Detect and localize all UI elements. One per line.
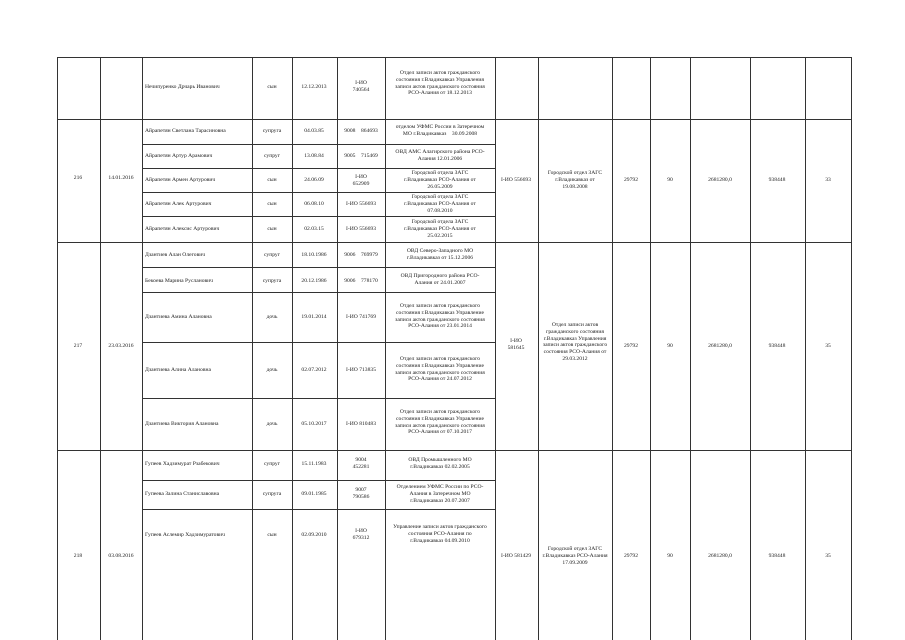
member-name: Дзантиева Амина Алановна — [145, 314, 212, 320]
member-issued-by: Управление записи актов гражданского состояния РСО-Алания по г.Владикавказ 04.09.2010 — [393, 524, 487, 544]
record-number: 216 — [73, 175, 83, 181]
member-name: Дзантиева Алина Алановна — [145, 367, 211, 373]
value-col-1: 29792 — [624, 553, 638, 559]
value-col-4: 938448 — [768, 177, 786, 183]
member-relation: дочь — [266, 314, 278, 320]
member-document: I-ИО 556693 — [346, 201, 376, 207]
member-document: 9006 778170 — [344, 278, 378, 284]
member-relation: сын — [267, 177, 277, 183]
member-relation: сын — [267, 84, 277, 90]
member-birth-date: 19.01.2014 — [301, 314, 327, 320]
member-relation: сын — [267, 201, 277, 207]
value-col-4: 938448 — [768, 343, 786, 349]
member-issued-by: ОВД АМС Алагирского района РСО- Алания 12.01.2006 — [395, 149, 485, 162]
member-name: Айрапетян Артур Арамович — [145, 153, 213, 159]
member-relation: сын — [267, 226, 277, 232]
value-col-3: 2681280,0 — [708, 553, 732, 559]
member-relation: дочь — [266, 367, 278, 373]
certificate-issued-by: Городской отдел ЗАГС г.Владикавказ от 19.08.2008 — [547, 170, 603, 190]
value-col-3: 2681280,0 — [708, 177, 732, 183]
member-birth-date: 18.10.1986 — [301, 252, 327, 258]
member-issued-by: Отделением УФМС России по РСО- Алания в Затеречном МО г.Владикавказ 20.07.2007 — [396, 484, 484, 504]
member-document: 9007 790586 — [352, 487, 370, 500]
member-birth-date: 12.12.2013 — [301, 84, 327, 90]
value-col-2: 90 — [667, 343, 673, 349]
member-document: I-ИО 556693 — [346, 226, 376, 232]
member-relation: супруга — [262, 278, 282, 284]
member-name: Айрапетян Алек Артурович — [145, 201, 212, 207]
member-document: I-ИО 652909 — [352, 174, 370, 187]
member-issued-by: Отдел записи актов гражданского состояния г.Владикавказ Управление записи актов гражданского состояния РСО-Алания от 24.07.2012 — [395, 356, 485, 383]
member-document: I-ИО 713835 — [346, 367, 376, 373]
member-birth-date: 02.09.2010 — [301, 532, 327, 538]
member-name: Айрапетян Армен Артурович — [145, 177, 216, 183]
member-document: I-ИО 740564 — [352, 80, 370, 93]
member-issued-by: Городской отдела ЗАГС г.Владикавказ РСО-Алания от 07.08.2010 — [404, 194, 476, 214]
member-issued-by: Отдел записи актов гражданского состояния г.Владикавказ Управления записи актов гражданского состояния РСО-Алания от 18.12.2013 — [395, 70, 485, 97]
certificate-number: I-ИО 581429 — [501, 553, 531, 559]
record-date: 23.03.2016 — [108, 343, 134, 349]
member-birth-date: 24.06.09 — [304, 177, 324, 183]
member-name: Нечипуренко Дрчарь Иванович — [145, 84, 220, 90]
member-relation: супруг — [263, 252, 281, 258]
member-document: 9008 864693 — [344, 128, 378, 134]
member-issued-by: отделом УФМС России в Затеречном МО г.Владикавказ 30.09.2008 — [395, 124, 485, 137]
member-birth-date: 06.08.10 — [304, 201, 324, 207]
value-col-3: 2681280,0 — [708, 343, 732, 349]
member-relation: супруга — [262, 491, 282, 497]
member-document: I-ИО 810483 — [346, 421, 376, 427]
member-issued-by: Городской отдела ЗАГС г.Владикавказ РСО-Алания от 26.05.2009 — [404, 170, 476, 190]
record-number: 218 — [73, 553, 83, 559]
member-birth-date: 02.03.15 — [304, 226, 324, 232]
member-name: Дзантиев Алан Олегович — [145, 252, 206, 258]
member-birth-date: 04.03.85 — [304, 128, 324, 134]
value-col-2: 90 — [667, 553, 673, 559]
member-document: I-ИО 741769 — [346, 314, 376, 320]
member-relation: супруга — [262, 128, 282, 134]
member-relation: супруг — [263, 461, 281, 467]
value-col-5: 35 — [825, 553, 831, 559]
member-name: Дзантиева Виктория Алановна — [145, 421, 219, 427]
certificate-issued-by: Городской отдел ЗАГС г.Владикавказ РСО-Алания 17.09.2009 — [542, 546, 608, 566]
member-issued-by: ОВД Промышленного МО г.Владикавказ 02.02.2005 — [408, 457, 472, 470]
member-birth-date: 20.12.1986 — [301, 278, 327, 284]
member-relation: сын — [267, 532, 277, 538]
member-relation: супруг — [263, 153, 281, 159]
member-birth-date: 15.11.1983 — [301, 461, 327, 467]
certificate-number: I-ИО 556693 — [501, 177, 531, 183]
member-name: Бекоева Марина Русланович — [145, 278, 213, 284]
member-birth-date: 09.01.1985 — [301, 491, 327, 497]
member-issued-by: ОВД Северо-Западного МО г.Владикавказ от 15.12.2006 — [406, 248, 474, 261]
member-issued-by: Отдел записи актов гражданского состояния г.Владикавказ Управление записи актов гражданского состояния РСО-Алания от 07.10.2017 — [395, 409, 485, 436]
member-issued-by: Отдел записи актов гражданского состояния г.Владикавказ Управление записи актов гражданского состояния РСО-Алания от 23.01.2014 — [395, 303, 485, 330]
record-number: 217 — [73, 343, 83, 349]
member-document: 9005 715469 — [344, 153, 378, 159]
member-name: Гупеев Аслемир Хадзимуратович — [145, 532, 225, 538]
member-birth-date: 13.08.84 — [304, 153, 324, 159]
value-col-5: 35 — [825, 343, 831, 349]
member-issued-by: ОВД Пригородного района РСО- Алания от 24.01.2007 — [400, 273, 480, 286]
value-col-1: 29792 — [624, 343, 638, 349]
member-name: Гупеев Хадзимурат Рзабекович — [145, 461, 220, 467]
member-name: Айрапетян Алексис Артурович — [145, 226, 220, 232]
member-relation: дочь — [266, 421, 278, 427]
value-col-5: 33 — [825, 177, 831, 183]
member-document: 9004 452281 — [352, 457, 370, 470]
value-col-1: 29792 — [624, 177, 638, 183]
member-birth-date: 02.07.2012 — [301, 367, 327, 373]
record-date: 14.01.2016 — [108, 175, 134, 181]
value-col-4: 938448 — [768, 553, 786, 559]
member-name: Айрапетян Светлана Тарасиновна — [145, 128, 226, 134]
record-date: 03.08.2016 — [108, 553, 134, 559]
certificate-issued-by: Отдел записи актов гражданского состояния г.Владикавказ Управления записи актов гражданского состояния РСО-Алания от 29.03.2012 — [542, 322, 608, 362]
value-col-2: 90 — [667, 177, 673, 183]
member-issued-by: Городской отдела ЗАГС г.Владикавказ РСО-Алания от 25.02.2015 — [404, 219, 476, 239]
member-document: 9006 769979 — [344, 252, 378, 258]
certificate-number: I-ИО 581645 — [507, 338, 525, 351]
member-name: Гупеева Залина Станиславовна — [145, 491, 220, 497]
member-birth-date: 05.10.2017 — [301, 421, 327, 427]
member-document: I-ИО 679312 — [352, 528, 370, 541]
